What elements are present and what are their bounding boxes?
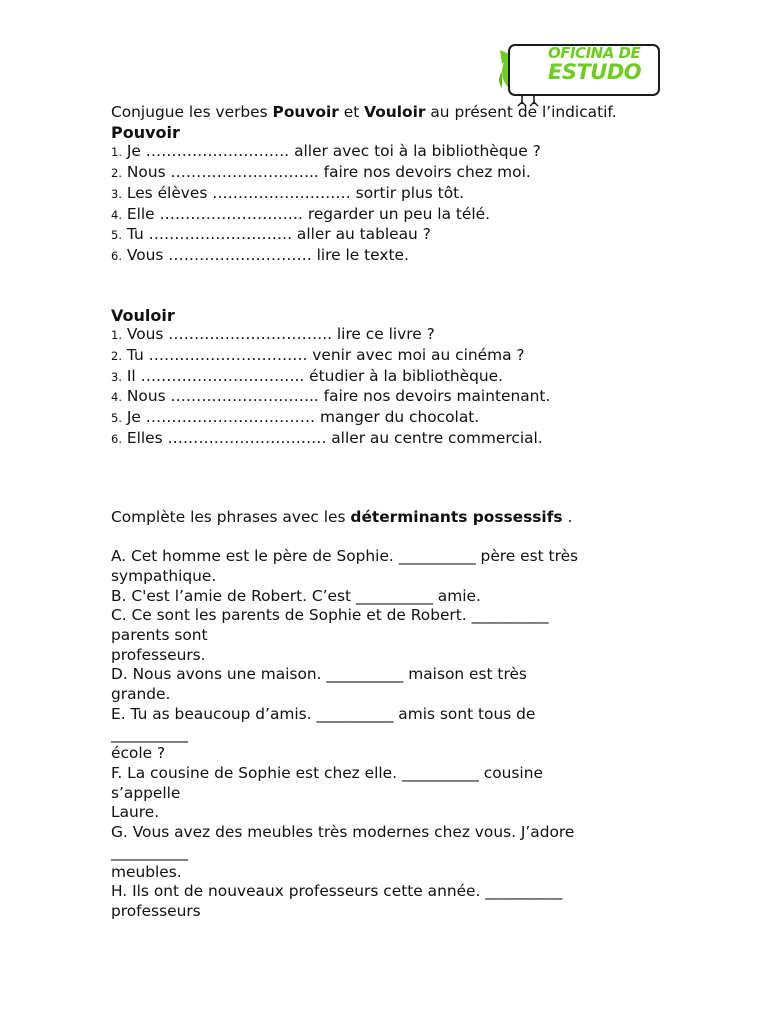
item-text: Elle ………………………. regarder un peu la télé. bbox=[126, 204, 491, 223]
list-item bbox=[111, 142, 671, 163]
item-number: 3. bbox=[111, 186, 122, 201]
verb-pouvoir: Pouvoir bbox=[272, 103, 339, 121]
item-text: Je ………………………. aller avec toi à la bibliothèque ? bbox=[126, 142, 541, 161]
item-text: Tu ………………………. aller au tableau ? bbox=[126, 225, 431, 244]
possessives-text-end: . bbox=[562, 507, 573, 526]
exercise-line: H. Ils ont de nouveaux professeurs cette année. __________ bbox=[111, 882, 563, 901]
list-item bbox=[111, 408, 671, 429]
pouvoir-heading: Pouvoir bbox=[111, 122, 180, 142]
list-item bbox=[111, 205, 671, 226]
intro-text-start: Conjugue les verbes bbox=[111, 103, 273, 121]
exercise-line: s’appelle bbox=[111, 783, 181, 802]
instructions-conjugation bbox=[111, 103, 671, 123]
item-text: Les élèves ……………………… sortir plus tôt. bbox=[126, 183, 465, 202]
list-item bbox=[111, 367, 671, 388]
item-text: Nous ……………………….. faire nos devoirs maintenant. bbox=[126, 387, 551, 406]
item-text: Vous ………………………. lire le texte. bbox=[126, 245, 409, 264]
possessives-bold-term: déterminants possessifs bbox=[350, 507, 563, 526]
item-number: 5. bbox=[111, 411, 122, 426]
exercise-line: parents sont bbox=[111, 626, 208, 645]
oficina-de-estudo-logo bbox=[496, 40, 661, 106]
list-item bbox=[111, 346, 671, 367]
item-text: Il ………………………….. étudier à la bibliothèque. bbox=[126, 366, 504, 385]
exercise-line: __________ bbox=[111, 724, 188, 743]
item-text: Nous ……………………….. faire nos devoirs chez moi. bbox=[126, 163, 531, 182]
exercise-line: D. Nous avons une maison. __________ maison est très bbox=[111, 665, 527, 684]
spacer bbox=[111, 527, 671, 547]
list-item bbox=[111, 387, 671, 408]
item-number: 1. bbox=[111, 145, 122, 160]
exercise-line: B. C'est l’amie de Robert. C’est __________ amie. bbox=[111, 586, 481, 605]
item-number: 2. bbox=[111, 166, 122, 181]
item-number: 3. bbox=[111, 369, 122, 384]
item-number: 6. bbox=[111, 248, 122, 263]
vouloir-heading: Vouloir bbox=[111, 305, 175, 325]
exercise-line: F. La cousine de Sophie est chez elle. __________ cousine bbox=[111, 763, 543, 782]
list-item bbox=[111, 325, 671, 346]
exercise-line: __________ bbox=[111, 842, 188, 861]
exercise-line: école ? bbox=[111, 744, 166, 763]
possessives-exercise bbox=[111, 547, 671, 921]
list-item bbox=[111, 429, 671, 450]
exercise-line: professeurs. bbox=[111, 645, 206, 664]
item-number: 4. bbox=[111, 207, 122, 222]
exercise-line: Laure. bbox=[111, 803, 160, 822]
item-number: 6. bbox=[111, 431, 122, 446]
intro-text-end: au présent de l’indicatif. bbox=[425, 103, 617, 121]
spacer bbox=[111, 267, 671, 306]
logo-text bbox=[548, 42, 641, 83]
logo-line-1: OFICINA DE bbox=[548, 44, 641, 62]
verb-vouloir: Vouloir bbox=[364, 103, 426, 121]
worksheet bbox=[111, 103, 671, 922]
intro-text-mid: et bbox=[338, 103, 365, 121]
exercise-line: E. Tu as beaucoup d’amis. __________ amis sont tous de bbox=[111, 704, 536, 723]
possessives-text-start: Complète les phrases avec les bbox=[111, 507, 351, 526]
list-item bbox=[111, 246, 671, 267]
item-number: 4. bbox=[111, 390, 122, 405]
item-number: 5. bbox=[111, 228, 122, 243]
exercise-line: C. Ce sont les parents de Sophie et de Robert. __________ bbox=[111, 606, 549, 625]
item-number: 2. bbox=[111, 349, 122, 364]
instructions-possessives bbox=[111, 508, 671, 528]
exercise-line: professeurs bbox=[111, 901, 201, 920]
exercise-line: meubles. bbox=[111, 862, 182, 881]
list-item bbox=[111, 184, 671, 205]
vouloir-list bbox=[111, 325, 671, 449]
pouvoir-list bbox=[111, 142, 671, 266]
spacer bbox=[111, 450, 671, 508]
item-text: Je …………………………… manger du chocolat. bbox=[126, 408, 480, 427]
exercise-line: sympathique. bbox=[111, 566, 217, 585]
item-text: Vous ………………………….. lire ce livre ? bbox=[126, 325, 435, 344]
list-item bbox=[111, 225, 671, 246]
item-text: Tu …………………………. venir avec moi au cinéma ? bbox=[126, 346, 525, 365]
item-text: Elles …………………………. aller au centre commercial. bbox=[126, 428, 543, 447]
exercise-line: A. Cet homme est le père de Sophie. __________ père est très bbox=[111, 547, 579, 566]
list-item bbox=[111, 163, 671, 184]
exercise-line: G. Vous avez des meubles très modernes chez vous. J’adore bbox=[111, 823, 575, 842]
item-number: 1. bbox=[111, 328, 122, 343]
logo-line-2: ESTUDO bbox=[548, 60, 642, 84]
exercise-line: grande. bbox=[111, 685, 171, 704]
